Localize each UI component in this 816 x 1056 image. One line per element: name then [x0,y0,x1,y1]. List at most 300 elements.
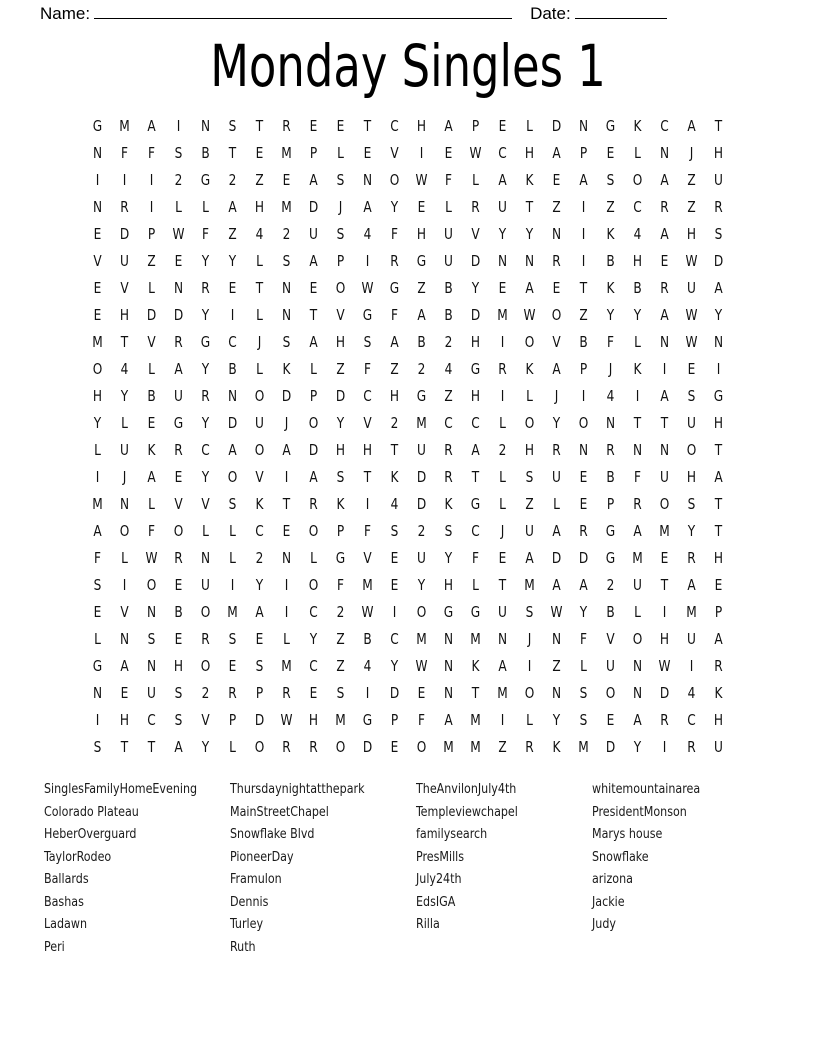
grid-cell[interactable]: Y [633,306,642,324]
grid-cell[interactable]: 2 [606,576,615,594]
grid-cell[interactable]: I [284,468,289,486]
grid-cell[interactable]: N [632,657,643,675]
grid-cell[interactable]: R [444,468,453,486]
grid-cell[interactable]: H [119,306,130,324]
grid-cell[interactable]: U [147,684,156,702]
grid-cell[interactable]: I [662,360,667,378]
grid-cell[interactable]: G [713,387,724,405]
grid-cell[interactable]: O [254,738,265,756]
grid-cell[interactable]: Z [417,279,426,297]
grid-cell[interactable]: T [363,468,372,486]
grid-cell[interactable]: I [95,171,100,189]
grid-cell[interactable]: U [174,387,183,405]
grid-cell[interactable]: P [309,144,318,162]
grid-cell[interactable]: Y [552,711,561,729]
grid-cell[interactable]: T [660,576,669,594]
grid-cell[interactable]: E [498,549,507,567]
grid-cell[interactable]: R [633,495,642,513]
grid-cell[interactable]: B [201,144,210,162]
grid-cell[interactable]: R [606,441,615,459]
grid-cell[interactable]: 4 [255,225,264,243]
grid-cell[interactable]: I [419,144,424,162]
grid-cell[interactable]: V [471,225,480,243]
grid-cell[interactable]: V [147,333,156,351]
grid-cell[interactable]: A [552,522,561,540]
grid-cell[interactable]: K [444,495,453,513]
grid-cell[interactable]: A [174,738,183,756]
grid-cell[interactable]: S [525,468,534,486]
grid-cell[interactable]: D [362,738,373,756]
grid-cell[interactable]: I [635,387,640,405]
grid-cell[interactable]: E [606,144,615,162]
grid-cell[interactable]: Y [201,738,210,756]
grid-cell[interactable]: O [659,495,670,513]
grid-cell[interactable]: U [417,549,426,567]
grid-cell[interactable]: I [365,684,370,702]
grid-cell[interactable]: H [686,468,697,486]
grid-cell[interactable]: T [147,738,156,756]
grid-cell[interactable]: P [579,360,588,378]
grid-cell[interactable]: M [632,549,643,567]
grid-cell[interactable]: M [578,738,589,756]
grid-cell[interactable]: U [498,603,507,621]
grid-cell[interactable]: 2 [174,171,183,189]
grid-cell[interactable]: T [579,279,588,297]
grid-cell[interactable]: K [606,279,615,297]
grid-cell[interactable]: I [581,252,586,270]
grid-cell[interactable]: 2 [444,333,453,351]
grid-cell[interactable]: R [309,495,318,513]
grid-cell[interactable]: G [443,603,454,621]
grid-cell[interactable]: H [362,441,373,459]
grid-cell[interactable]: H [254,198,265,216]
grid-cell[interactable]: M [497,306,508,324]
grid-cell[interactable]: O [308,576,319,594]
grid-cell[interactable]: G [470,360,481,378]
grid-cell[interactable]: D [146,306,157,324]
grid-cell[interactable]: W [172,225,185,243]
grid-cell[interactable]: C [498,144,507,162]
grid-cell[interactable]: I [662,738,667,756]
word-list-item[interactable]: SinglesFamilyHomeEvening [44,782,198,797]
grid-cell[interactable]: F [363,522,371,540]
word-list-item[interactable]: Ballards [44,872,89,887]
word-list-item[interactable]: PioneerDay [230,849,294,865]
grid-cell[interactable]: E [579,495,588,513]
grid-cell[interactable]: T [120,333,129,351]
grid-cell[interactable]: H [524,441,535,459]
grid-cell[interactable]: G [362,306,373,324]
grid-cell[interactable]: W [658,657,671,675]
grid-cell[interactable]: I [581,198,586,216]
grid-cell[interactable]: A [660,225,669,243]
grid-cell[interactable]: A [660,171,669,189]
grid-cell[interactable]: L [526,387,533,405]
grid-cell[interactable]: L [148,360,155,378]
grid-cell[interactable]: N [551,225,562,243]
grid-cell[interactable]: V [606,630,615,648]
grid-cell[interactable]: H [524,144,535,162]
grid-cell[interactable]: L [499,495,506,513]
grid-cell[interactable]: R [660,198,669,216]
grid-cell[interactable]: O [524,333,535,351]
grid-cell[interactable]: C [147,711,156,729]
grid-cell[interactable]: M [92,333,103,351]
grid-cell[interactable]: F [606,333,614,351]
grid-cell[interactable]: A [147,117,156,135]
grid-cell[interactable]: O [632,171,643,189]
word-list-item[interactable]: Templeviewchapel [416,804,518,820]
grid-cell[interactable]: L [499,468,506,486]
grid-cell[interactable]: L [526,711,533,729]
grid-cell[interactable]: Z [444,387,453,405]
grid-cell[interactable]: I [392,603,397,621]
grid-cell[interactable]: Y [201,468,210,486]
grid-cell[interactable]: H [686,225,697,243]
grid-cell[interactable]: B [444,279,453,297]
grid-cell[interactable]: G [200,171,211,189]
grid-cell[interactable]: 4 [687,684,696,702]
grid-cell[interactable]: N [713,333,724,351]
grid-cell[interactable]: G [335,549,346,567]
name-blank-line[interactable] [94,4,512,19]
grid-cell[interactable]: Y [498,225,507,243]
grid-cell[interactable]: L [256,252,263,270]
grid-cell[interactable]: A [714,468,723,486]
grid-cell[interactable]: N [578,441,589,459]
grid-cell[interactable]: V [363,549,372,567]
grid-cell[interactable]: L [229,522,236,540]
grid-cell[interactable]: 2 [228,171,237,189]
grid-cell[interactable]: Z [336,360,345,378]
grid-cell[interactable]: N [551,630,562,648]
grid-cell[interactable]: T [633,414,642,432]
grid-cell[interactable]: N [524,252,535,270]
grid-cell[interactable]: A [552,144,561,162]
grid-cell[interactable]: C [633,198,642,216]
grid-cell[interactable]: H [416,225,427,243]
grid-cell[interactable]: N [173,279,184,297]
grid-cell[interactable]: M [227,603,238,621]
grid-cell[interactable]: U [552,468,561,486]
grid-cell[interactable]: Z [336,630,345,648]
grid-cell[interactable]: E [282,522,291,540]
grid-cell[interactable]: Z [687,171,696,189]
grid-cell[interactable]: E [336,117,345,135]
word-list-item[interactable]: Snowflake Blvd [230,827,315,842]
grid-cell[interactable]: W [523,306,536,324]
grid-cell[interactable]: Z [525,495,534,513]
grid-cell[interactable]: N [551,684,562,702]
grid-cell[interactable]: H [173,657,184,675]
grid-cell[interactable]: G [92,117,103,135]
grid-cell[interactable]: D [308,441,319,459]
grid-cell[interactable]: D [578,549,589,567]
grid-cell[interactable]: T [228,144,237,162]
word-list-item[interactable]: arizona [592,872,633,887]
grid-cell[interactable]: N [281,279,292,297]
grid-cell[interactable]: N [659,333,670,351]
grid-cell[interactable]: L [229,738,236,756]
grid-cell[interactable]: R [174,333,183,351]
word-list-item[interactable]: Dennis [230,894,269,910]
grid-cell[interactable]: R [525,738,534,756]
grid-cell[interactable]: T [498,576,507,594]
grid-cell[interactable]: H [659,630,670,648]
grid-cell[interactable]: I [500,711,505,729]
grid-cell[interactable]: J [527,630,532,648]
grid-cell[interactable]: V [120,279,129,297]
grid-cell[interactable]: B [606,603,615,621]
grid-cell[interactable]: A [633,711,642,729]
grid-cell[interactable]: A [309,468,318,486]
grid-cell[interactable]: A [363,198,372,216]
grid-cell[interactable]: N [659,441,670,459]
grid-cell[interactable]: A [687,576,696,594]
grid-cell[interactable]: C [390,630,399,648]
grid-cell[interactable]: H [389,387,400,405]
grid-cell[interactable]: D [605,738,616,756]
grid-cell[interactable]: C [309,603,318,621]
grid-cell[interactable]: 2 [201,684,210,702]
grid-cell[interactable]: M [416,414,427,432]
grid-cell[interactable]: O [308,414,319,432]
grid-cell[interactable]: G [200,333,211,351]
grid-cell[interactable]: R [201,387,210,405]
grid-cell[interactable]: R [471,198,480,216]
grid-cell[interactable]: W [685,306,698,324]
grid-cell[interactable]: H [713,711,724,729]
grid-cell[interactable]: L [634,144,641,162]
grid-cell[interactable]: 2 [336,603,345,621]
grid-cell[interactable]: I [581,225,586,243]
grid-cell[interactable]: K [390,468,399,486]
grid-cell[interactable]: B [606,468,615,486]
grid-cell[interactable]: A [228,198,237,216]
grid-cell[interactable]: U [633,576,642,594]
grid-cell[interactable]: P [579,144,588,162]
grid-cell[interactable]: U [687,279,696,297]
grid-cell[interactable]: I [122,171,127,189]
grid-cell[interactable]: B [606,252,615,270]
grid-cell[interactable]: M [281,198,292,216]
grid-cell[interactable]: D [713,252,724,270]
grid-cell[interactable]: A [714,279,723,297]
grid-cell[interactable]: J [257,333,262,351]
grid-cell[interactable]: S [714,225,723,243]
grid-cell[interactable]: L [526,117,533,135]
grid-cell[interactable]: S [336,684,345,702]
grid-cell[interactable]: E [309,279,318,297]
grid-cell[interactable]: K [633,360,642,378]
word-list-item[interactable]: Snowflake [592,849,649,865]
grid-cell[interactable]: O [632,630,643,648]
grid-cell[interactable]: O [254,387,265,405]
grid-cell[interactable]: L [148,279,155,297]
grid-cell[interactable]: C [471,414,480,432]
grid-cell[interactable]: O [92,360,103,378]
word-list-item[interactable]: MainStreetChapel [230,804,329,820]
grid-cell[interactable]: M [659,522,670,540]
grid-cell[interactable]: D [281,387,292,405]
grid-cell[interactable]: O [254,441,265,459]
grid-cell[interactable]: P [336,252,345,270]
grid-cell[interactable]: G [416,387,427,405]
grid-cell[interactable]: 2 [417,360,426,378]
grid-cell[interactable]: E [687,360,696,378]
grid-cell[interactable]: R [282,684,291,702]
grid-cell[interactable]: E [390,549,399,567]
grid-cell[interactable]: V [120,603,129,621]
grid-cell[interactable]: E [174,576,183,594]
grid-cell[interactable]: L [175,198,182,216]
grid-cell[interactable]: E [660,252,669,270]
grid-cell[interactable]: J [500,522,505,540]
grid-cell[interactable]: D [470,306,481,324]
grid-cell[interactable]: A [498,171,507,189]
grid-cell[interactable]: T [255,117,264,135]
grid-cell[interactable]: F [471,549,479,567]
word-list-item[interactable]: TheAnvilonJuly4th [416,782,517,797]
grid-cell[interactable]: S [282,333,291,351]
grid-cell[interactable]: M [416,630,427,648]
grid-cell[interactable]: S [579,711,588,729]
date-blank-line[interactable] [575,4,667,19]
grid-cell[interactable]: I [284,603,289,621]
grid-cell[interactable]: B [633,279,642,297]
grid-cell[interactable]: S [174,684,183,702]
grid-cell[interactable]: K [525,171,534,189]
grid-cell[interactable]: N [497,252,508,270]
grid-cell[interactable]: W [145,549,158,567]
grid-cell[interactable]: W [415,657,428,675]
grid-cell[interactable]: Z [606,198,615,216]
grid-cell[interactable]: O [416,738,427,756]
grid-cell[interactable]: N [146,657,157,675]
grid-cell[interactable]: N [443,657,454,675]
grid-cell[interactable]: A [525,549,534,567]
grid-cell[interactable]: Y [390,198,399,216]
grid-cell[interactable]: D [173,306,184,324]
grid-cell[interactable]: V [255,468,264,486]
grid-cell[interactable]: H [713,414,724,432]
grid-cell[interactable]: R [201,279,210,297]
grid-cell[interactable]: E [228,279,237,297]
grid-cell[interactable]: W [415,171,428,189]
grid-cell[interactable]: E [417,684,426,702]
grid-cell[interactable]: U [606,657,615,675]
grid-cell[interactable]: N [227,387,238,405]
grid-cell[interactable]: M [281,657,292,675]
grid-cell[interactable]: M [470,738,481,756]
grid-cell[interactable]: L [445,198,452,216]
grid-cell[interactable]: O [605,684,616,702]
grid-cell[interactable]: V [336,306,345,324]
grid-cell[interactable]: S [93,738,102,756]
grid-cell[interactable]: U [498,198,507,216]
grid-cell[interactable]: E [552,171,561,189]
grid-cell[interactable]: L [256,306,263,324]
grid-cell[interactable]: I [365,252,370,270]
grid-cell[interactable]: L [202,198,209,216]
grid-cell[interactable]: S [363,333,372,351]
word-list-item[interactable]: Marys house [592,827,663,842]
grid-cell[interactable]: N [92,684,103,702]
grid-cell[interactable]: K [255,495,264,513]
grid-cell[interactable]: N [92,144,103,162]
grid-cell[interactable]: L [121,549,128,567]
grid-cell[interactable]: V [93,252,102,270]
grid-cell[interactable]: L [553,495,560,513]
grid-cell[interactable]: K [336,495,345,513]
word-list-item[interactable]: HeberOverguard [44,827,137,842]
grid-cell[interactable]: E [498,279,507,297]
grid-cell[interactable]: R [498,360,507,378]
grid-cell[interactable]: U [525,522,534,540]
grid-cell[interactable]: F [147,144,155,162]
grid-cell[interactable]: E [444,144,453,162]
grid-cell[interactable]: L [229,549,236,567]
grid-cell[interactable]: P [471,117,480,135]
grid-cell[interactable]: A [579,171,588,189]
grid-cell[interactable]: 4 [633,225,642,243]
grid-cell[interactable]: I [95,468,100,486]
grid-cell[interactable]: A [309,171,318,189]
grid-cell[interactable]: K [147,441,156,459]
grid-cell[interactable]: S [255,657,264,675]
grid-cell[interactable]: U [120,252,129,270]
grid-cell[interactable]: C [660,117,669,135]
grid-cell[interactable]: G [605,522,616,540]
grid-cell[interactable]: S [147,630,156,648]
grid-cell[interactable]: Y [714,306,723,324]
grid-cell[interactable]: M [686,603,697,621]
grid-cell[interactable]: E [174,468,183,486]
grid-cell[interactable]: G [470,603,481,621]
grid-cell[interactable]: E [147,414,156,432]
grid-cell[interactable]: L [283,630,290,648]
grid-cell[interactable]: H [632,252,643,270]
grid-cell[interactable]: N [92,198,103,216]
grid-cell[interactable]: O [308,522,319,540]
grid-cell[interactable]: T [714,495,723,513]
grid-cell[interactable]: E [174,630,183,648]
grid-cell[interactable]: A [93,522,102,540]
grid-cell[interactable]: J [608,360,613,378]
grid-cell[interactable]: D [254,711,265,729]
grid-cell[interactable]: W [685,252,698,270]
grid-cell[interactable]: T [471,684,480,702]
grid-cell[interactable]: L [472,576,479,594]
grid-cell[interactable]: O [200,657,211,675]
grid-cell[interactable]: Z [687,198,696,216]
grid-cell[interactable]: F [336,576,344,594]
grid-cell[interactable]: G [173,414,184,432]
grid-cell[interactable]: N [119,495,130,513]
grid-cell[interactable]: D [227,414,238,432]
grid-cell[interactable]: E [93,225,102,243]
grid-cell[interactable]: N [362,171,373,189]
grid-cell[interactable]: S [174,144,183,162]
grid-cell[interactable]: D [416,468,427,486]
grid-cell[interactable]: C [228,333,237,351]
grid-cell[interactable]: E [390,738,399,756]
grid-cell[interactable]: L [94,630,101,648]
word-list-item[interactable]: whitemountainarea [592,782,701,797]
grid-cell[interactable]: A [714,630,723,648]
grid-cell[interactable]: O [146,576,157,594]
grid-cell[interactable]: E [363,144,372,162]
